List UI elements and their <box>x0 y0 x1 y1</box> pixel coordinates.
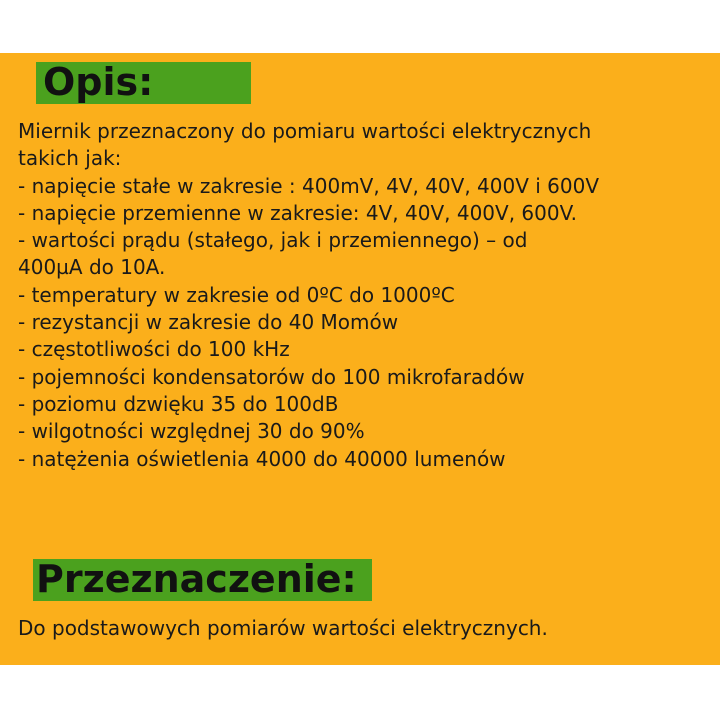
opis-line: - napięcie stałe w zakresie : 400mV, 4V, 40V, 400V i 600V <box>18 173 600 198</box>
opis-text <box>18 118 599 473</box>
opis-line: - wilgotności względnej 30 do 90% <box>18 419 365 444</box>
przeznaczenie-line: Do podstawowych pomiarów wartości elektrycznych. <box>18 616 548 640</box>
opis-line: - wartości prądu (stałego, jak i przemiennego) – od <box>18 228 528 253</box>
opis-line: - częstotliwości do 100 kHz <box>18 337 290 362</box>
opis-line: - natężenia oświetlenia 4000 do 40000 lumenów <box>18 446 506 471</box>
opis-line: takich jak: <box>18 146 122 171</box>
opis-line: - temperatury w zakresie od 0ºC do 1000ºC <box>18 282 455 307</box>
opis-line: 400µA do 10A. <box>18 255 166 280</box>
opis-line: - napięcie przemienne w zakresie: 4V, 40V, 400V, 600V. <box>18 200 578 225</box>
opis-line: Miernik przeznaczony do pomiaru wartości elektrycznych <box>18 119 592 143</box>
opis-heading: Opis: <box>36 62 251 104</box>
przeznaczenie-heading: Przeznaczenie: <box>33 559 372 601</box>
opis-line: - rezystancji w zakresie do 40 Momów <box>18 310 399 335</box>
opis-line: - pojemności kondensatorów do 100 mikrofaradów <box>18 364 525 389</box>
description-panel <box>0 53 720 665</box>
przeznaczenie-text <box>18 615 548 642</box>
opis-line: - poziomu dzwięku 35 do 100dB <box>18 391 339 416</box>
